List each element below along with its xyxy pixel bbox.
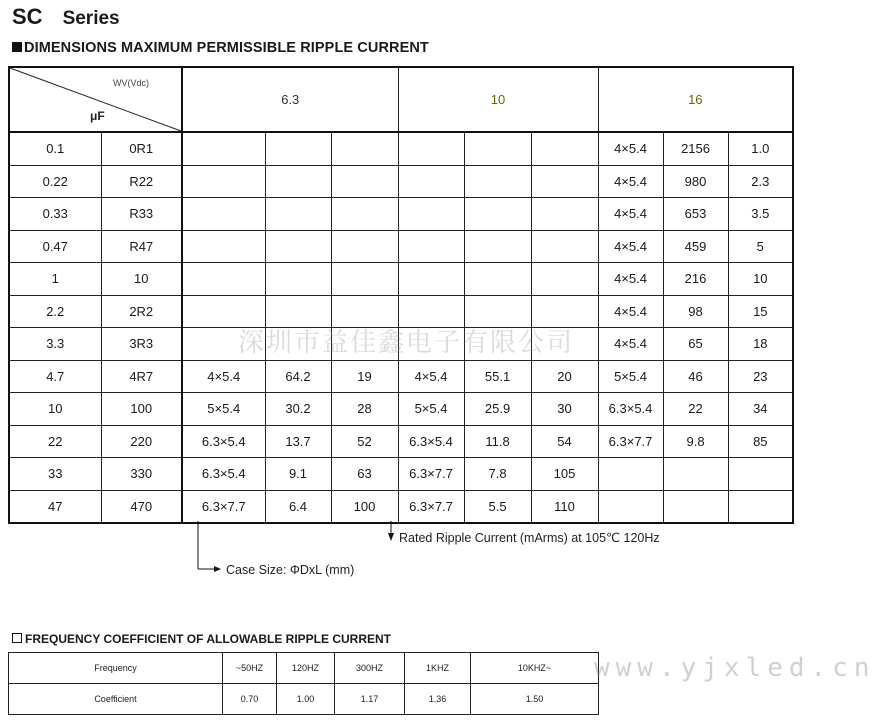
v10-ripple-value-cell: 20 bbox=[531, 360, 598, 393]
v10-ripple-value-cell bbox=[531, 263, 598, 296]
v16-ripple-value-cell bbox=[728, 490, 793, 523]
capacitance-code-cell: 2R2 bbox=[101, 295, 182, 328]
website-watermark: www.yjxled.cn bbox=[594, 653, 876, 683]
table-row bbox=[9, 360, 793, 393]
v16-ripple-value-cell: 23 bbox=[728, 360, 793, 393]
v16-case-size-cell: 4×5.4 bbox=[598, 132, 663, 165]
table-row bbox=[9, 198, 793, 231]
v6-ripple-value-cell: 100 bbox=[331, 490, 398, 523]
capacitance-cell: 1 bbox=[9, 263, 101, 296]
coefficient-row bbox=[9, 684, 599, 715]
v16-ripple-value-cell: 34 bbox=[728, 393, 793, 426]
coefficient-cell: 1.17 bbox=[335, 684, 405, 715]
v16-ripple-current-cell: 653 bbox=[663, 198, 728, 231]
v6-ripple-current-cell: 13.7 bbox=[265, 425, 331, 458]
v6-case-size-cell bbox=[182, 230, 265, 263]
v10-ripple-value-cell bbox=[531, 230, 598, 263]
v6-case-size-cell: 6.3×7.7 bbox=[182, 490, 265, 523]
v10-case-size-cell bbox=[398, 230, 464, 263]
v16-ripple-current-cell bbox=[663, 458, 728, 491]
ripple-current-table bbox=[8, 66, 794, 524]
v6-case-size-cell: 5×5.4 bbox=[182, 393, 265, 426]
v10-ripple-current-cell bbox=[464, 328, 531, 361]
capacitance-code-cell: 10 bbox=[101, 263, 182, 296]
v6-ripple-value-cell bbox=[331, 295, 398, 328]
v10-ripple-value-cell bbox=[531, 165, 598, 198]
v10-ripple-value-cell: 105 bbox=[531, 458, 598, 491]
capacitance-code-cell: R33 bbox=[101, 198, 182, 231]
v6-ripple-current-cell: 64.2 bbox=[265, 360, 331, 393]
v16-ripple-current-cell: 65 bbox=[663, 328, 728, 361]
v10-case-size-cell bbox=[398, 295, 464, 328]
empty-square-icon bbox=[12, 633, 22, 643]
capacitance-cell: 0.33 bbox=[9, 198, 101, 231]
v10-case-size-cell: 6.3×7.7 bbox=[398, 490, 464, 523]
v6-ripple-current-cell: 6.4 bbox=[265, 490, 331, 523]
capacitance-cell: 2.2 bbox=[9, 295, 101, 328]
frequency-coefficient-table bbox=[8, 652, 599, 715]
v6-ripple-current-cell: 9.1 bbox=[265, 458, 331, 491]
frequency-label: Frequency bbox=[9, 653, 223, 684]
v10-ripple-value-cell bbox=[531, 295, 598, 328]
v16-case-size-cell: 6.3×7.7 bbox=[598, 425, 663, 458]
v16-case-size-cell: 4×5.4 bbox=[598, 295, 663, 328]
capacitance-cell: 4.7 bbox=[9, 360, 101, 393]
v6-ripple-value-cell bbox=[331, 165, 398, 198]
v6-ripple-value-cell: 28 bbox=[331, 393, 398, 426]
frequency-row bbox=[9, 653, 599, 684]
capacitance-cell: 22 bbox=[9, 425, 101, 458]
v6-ripple-value-cell: 19 bbox=[331, 360, 398, 393]
v10-ripple-value-cell: 54 bbox=[531, 425, 598, 458]
v6-ripple-value-cell: 63 bbox=[331, 458, 398, 491]
coefficient-cell: 1.50 bbox=[471, 684, 599, 715]
v16-ripple-current-cell bbox=[663, 490, 728, 523]
v6-ripple-value-cell: 52 bbox=[331, 425, 398, 458]
capacitance-cell: 0.1 bbox=[9, 132, 101, 165]
v16-ripple-current-cell: 9.8 bbox=[663, 425, 728, 458]
uf-label: μF bbox=[90, 109, 105, 123]
v10-case-size-cell: 5×5.4 bbox=[398, 393, 464, 426]
capacitance-cell: 33 bbox=[9, 458, 101, 491]
v10-ripple-current-cell bbox=[464, 198, 531, 231]
capacitance-cell: 0.22 bbox=[9, 165, 101, 198]
v10-ripple-value-cell bbox=[531, 328, 598, 361]
company-watermark: 深圳市益佳鑫电子有限公司 bbox=[238, 328, 575, 358]
v6-ripple-current-cell bbox=[265, 132, 331, 165]
v16-ripple-value-cell bbox=[728, 458, 793, 491]
v6-case-size-cell bbox=[182, 198, 265, 231]
v16-ripple-current-cell: 2156 bbox=[663, 132, 728, 165]
case-size-note: Case Size: ΦDxL (mm) bbox=[226, 563, 355, 577]
v10-ripple-current-cell: 11.8 bbox=[464, 425, 531, 458]
v10-ripple-current-cell: 5.5 bbox=[464, 490, 531, 523]
v6-case-size-cell: 6.3×5.4 bbox=[182, 458, 265, 491]
v10-case-size-cell bbox=[398, 132, 464, 165]
v16-ripple-value-cell: 1.0 bbox=[728, 132, 793, 165]
v16-ripple-value-cell: 5 bbox=[728, 230, 793, 263]
table-header-row bbox=[9, 67, 793, 132]
v6-ripple-value-cell bbox=[331, 198, 398, 231]
v10-ripple-value-cell: 30 bbox=[531, 393, 598, 426]
coefficient-cell: 1.36 bbox=[405, 684, 471, 715]
frequency-heading bbox=[12, 632, 391, 646]
v16-ripple-current-cell: 980 bbox=[663, 165, 728, 198]
v10-ripple-current-cell bbox=[464, 295, 531, 328]
v6-ripple-current-cell: 30.2 bbox=[265, 393, 331, 426]
v16-ripple-value-cell: 2.3 bbox=[728, 165, 793, 198]
series-word: Series bbox=[62, 8, 120, 29]
v16-ripple-value-cell: 85 bbox=[728, 425, 793, 458]
v10-case-size-cell bbox=[398, 165, 464, 198]
v10-ripple-current-cell bbox=[464, 165, 531, 198]
v16-case-size-cell bbox=[598, 458, 663, 491]
v16-ripple-current-cell: 459 bbox=[663, 230, 728, 263]
v16-ripple-value-cell: 18 bbox=[728, 328, 793, 361]
capacitance-cell: 0.47 bbox=[9, 230, 101, 263]
capacitance-code-cell: 3R3 bbox=[101, 328, 182, 361]
v6-ripple-value-cell bbox=[331, 328, 398, 361]
table-row bbox=[9, 165, 793, 198]
capacitance-code-cell: 330 bbox=[101, 458, 182, 491]
capacitance-code-cell: R47 bbox=[101, 230, 182, 263]
v16-ripple-current-cell: 216 bbox=[663, 263, 728, 296]
v16-ripple-current-cell: 98 bbox=[663, 295, 728, 328]
v16-case-size-cell: 4×5.4 bbox=[598, 263, 663, 296]
v16-ripple-value-cell: 10 bbox=[728, 263, 793, 296]
v6-case-size-cell: 4×5.4 bbox=[182, 360, 265, 393]
table-row bbox=[9, 230, 793, 263]
v6-case-size-cell bbox=[182, 132, 265, 165]
v16-ripple-current-cell: 22 bbox=[663, 393, 728, 426]
v6-ripple-current-cell bbox=[265, 198, 331, 231]
v16-ripple-value-cell: 15 bbox=[728, 295, 793, 328]
coefficient-cell: 0.70 bbox=[223, 684, 277, 715]
table-row bbox=[9, 458, 793, 491]
v6-ripple-value-cell bbox=[331, 263, 398, 296]
capacitance-code-cell: 100 bbox=[101, 393, 182, 426]
v10-ripple-value-cell bbox=[531, 198, 598, 231]
v16-ripple-current-cell: 46 bbox=[663, 360, 728, 393]
v6-ripple-value-cell bbox=[331, 132, 398, 165]
v16-case-size-cell: 6.3×5.4 bbox=[598, 393, 663, 426]
coefficient-label: Coefficient bbox=[9, 684, 223, 715]
v6-ripple-current-cell bbox=[265, 165, 331, 198]
v10-ripple-current-cell bbox=[464, 132, 531, 165]
v10-case-size-cell: 6.3×5.4 bbox=[398, 425, 464, 458]
voltage-header-16: 16 bbox=[598, 67, 793, 132]
v10-ripple-value-cell: 110 bbox=[531, 490, 598, 523]
v10-case-size-cell: 6.3×7.7 bbox=[398, 458, 464, 491]
v10-ripple-current-cell bbox=[464, 230, 531, 263]
v16-case-size-cell: 4×5.4 bbox=[598, 198, 663, 231]
capacitance-code-cell: R22 bbox=[101, 165, 182, 198]
wv-label: WV(Vdc) bbox=[113, 78, 149, 88]
dimensions-heading bbox=[12, 40, 429, 56]
v16-case-size-cell: 4×5.4 bbox=[598, 165, 663, 198]
frequency-heading-text: FREQUENCY COEFFICIENT OF ALLOWABLE RIPPLE CURRENT bbox=[25, 632, 392, 646]
table-row bbox=[9, 490, 793, 523]
capacitance-code-cell: 470 bbox=[101, 490, 182, 523]
table-row bbox=[9, 132, 793, 165]
capacitance-cell: 47 bbox=[9, 490, 101, 523]
table-row bbox=[9, 425, 793, 458]
v10-case-size-cell bbox=[398, 198, 464, 231]
capacitance-code-cell: 0R1 bbox=[101, 132, 182, 165]
v6-ripple-current-cell bbox=[265, 230, 331, 263]
frequency-cell: 120HZ bbox=[277, 653, 335, 684]
v6-ripple-current-cell bbox=[265, 328, 331, 361]
series-title bbox=[12, 4, 120, 30]
v16-case-size-cell bbox=[598, 490, 663, 523]
dimensions-heading-text: DIMENSIONS MAXIMUM PERMISSIBLE RIPPLE CURRENT bbox=[24, 40, 429, 56]
frequency-cell: 1KHZ bbox=[405, 653, 471, 684]
table-row bbox=[9, 393, 793, 426]
v6-case-size-cell bbox=[182, 295, 265, 328]
v16-case-size-cell: 5×5.4 bbox=[598, 360, 663, 393]
v10-case-size-cell bbox=[398, 263, 464, 296]
capacitance-cell: 10 bbox=[9, 393, 101, 426]
v10-ripple-current-cell: 55.1 bbox=[464, 360, 531, 393]
v16-case-size-cell: 4×5.4 bbox=[598, 328, 663, 361]
series-code: SC bbox=[12, 4, 43, 29]
table-row bbox=[9, 263, 793, 296]
frequency-cell: 10KHZ~ bbox=[471, 653, 599, 684]
frequency-cell: 300HZ bbox=[335, 653, 405, 684]
v16-case-size-cell: 4×5.4 bbox=[598, 230, 663, 263]
v10-ripple-current-cell: 7.8 bbox=[464, 458, 531, 491]
voltage-header-10: 10 bbox=[398, 67, 598, 132]
capacitance-code-cell: 4R7 bbox=[101, 360, 182, 393]
v6-case-size-cell bbox=[182, 165, 265, 198]
voltage-header-6-3: 6.3 bbox=[182, 67, 398, 132]
header-corner-cell bbox=[9, 67, 182, 132]
v10-case-size-cell bbox=[398, 328, 464, 361]
capacitance-code-cell: 220 bbox=[101, 425, 182, 458]
v6-ripple-value-cell bbox=[331, 230, 398, 263]
v16-ripple-value-cell: 3.5 bbox=[728, 198, 793, 231]
filled-square-icon bbox=[12, 42, 22, 52]
capacitance-cell: 3.3 bbox=[9, 328, 101, 361]
table-row bbox=[9, 295, 793, 328]
case-arrow-icon bbox=[214, 566, 221, 572]
table-row bbox=[9, 328, 793, 361]
ripple-current-note: Rated Ripple Current (mArms) at 105℃ 120Hz bbox=[399, 531, 660, 545]
v6-case-size-cell: 6.3×5.4 bbox=[182, 425, 265, 458]
v6-case-size-cell bbox=[182, 263, 265, 296]
v6-ripple-current-cell bbox=[265, 263, 331, 296]
frequency-cell: ~50HZ bbox=[223, 653, 277, 684]
v10-case-size-cell: 4×5.4 bbox=[398, 360, 464, 393]
v6-case-size-cell bbox=[182, 328, 265, 361]
v10-ripple-value-cell bbox=[531, 132, 598, 165]
v6-ripple-current-cell bbox=[265, 295, 331, 328]
ripple-arrow-icon bbox=[388, 533, 394, 541]
v10-ripple-current-cell bbox=[464, 263, 531, 296]
coefficient-cell: 1.00 bbox=[277, 684, 335, 715]
v10-ripple-current-cell: 25.9 bbox=[464, 393, 531, 426]
